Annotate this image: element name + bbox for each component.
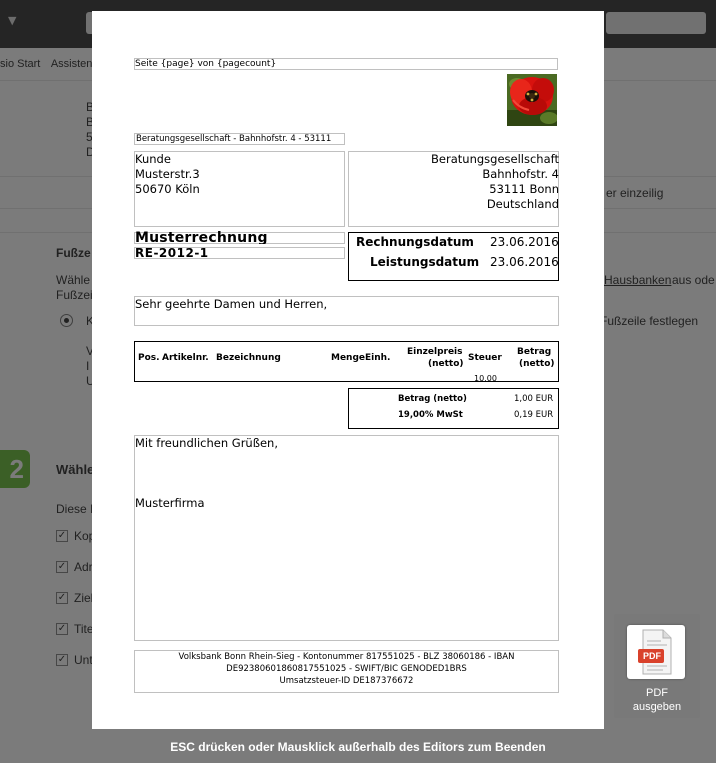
pdf-file-icon (627, 625, 685, 679)
recipient-line: 50670 Köln (135, 182, 200, 196)
line-item-value: 10,00 (474, 374, 497, 381)
col-betrag: Betrag (517, 347, 552, 357)
col-artikelnr: Artikelnr. (162, 353, 209, 363)
invoice-editor[interactable] (92, 11, 604, 729)
footer-line: DE92380601860817551025 - SWIFT/BIC GENODED1BRS (226, 664, 467, 674)
col-einzelpreis-netto: (netto) (428, 359, 464, 369)
pdf-icon-text: PDF (643, 651, 661, 661)
bank-footer (134, 651, 559, 687)
service-date-label: Leistungsdatum (370, 255, 480, 269)
col-einh: Einh. (365, 353, 391, 363)
recipient-line: Kunde (135, 152, 171, 166)
col-steuer: Steuer (468, 353, 502, 363)
invoice-date-label: Rechnungsdatum (356, 235, 474, 249)
company-line: Bahnhofstr. 4 (482, 167, 559, 181)
tulip-photo (507, 74, 557, 126)
salutation-text: Sehr geehrte Damen und Herren, (135, 297, 328, 311)
total-net-value: 1,00 EUR (514, 394, 554, 404)
col-betrag-netto: (netto) (519, 359, 555, 369)
page-header-text: Seite {page} von {pagecount} (135, 59, 277, 69)
invoice-date-value: 23.06.2016 (490, 235, 559, 249)
exit-hint: ESC drücken oder Mausklick außerhalb des Editors zum Beenden (170, 740, 546, 754)
company-line: Beratungsgesellschaft (431, 152, 559, 166)
col-einzelpreis: Einzelpreis (407, 347, 463, 357)
recipient-address (135, 152, 200, 197)
col-bezeichnung: Bezeichnung (216, 353, 281, 363)
vat-label: 19,00% MwSt (398, 410, 463, 420)
recipient-line: Musterstr.3 (135, 167, 200, 181)
company-line: 53111 Bonn (489, 182, 559, 196)
service-date-value: 23.06.2016 (490, 255, 559, 269)
sender-line-text: Beratungsgesellschaft - Bahnhofstr. 4 - 53111 (136, 134, 332, 144)
pdf-export-button[interactable] (614, 614, 700, 718)
invoice-number: RE-2012-1 (135, 246, 209, 260)
pdf-button-label: PDF ausgeben (632, 687, 682, 713)
logo-image[interactable] (507, 74, 557, 126)
closing-text: Mit freundlichen Grüßen, (135, 436, 278, 450)
vat-value: 0,19 EUR (514, 410, 554, 420)
invoice-title: Musterrechnung (135, 230, 268, 244)
company-signature: Musterfirma (135, 496, 205, 510)
company-address (348, 152, 559, 212)
col-pos: Pos. (138, 353, 160, 363)
total-net-label: Betrag (netto) (398, 394, 467, 404)
company-line: Deutschland (486, 197, 559, 211)
footer-line: Volksbank Bonn Rhein-Sieg - Kontonummer 817551025 - BLZ 38060186 - IBAN (178, 652, 515, 662)
footer-line: Umsatzsteuer-ID DE187376672 (279, 676, 414, 686)
col-menge: Menge (331, 353, 366, 363)
closing-text-field[interactable] (134, 435, 559, 641)
